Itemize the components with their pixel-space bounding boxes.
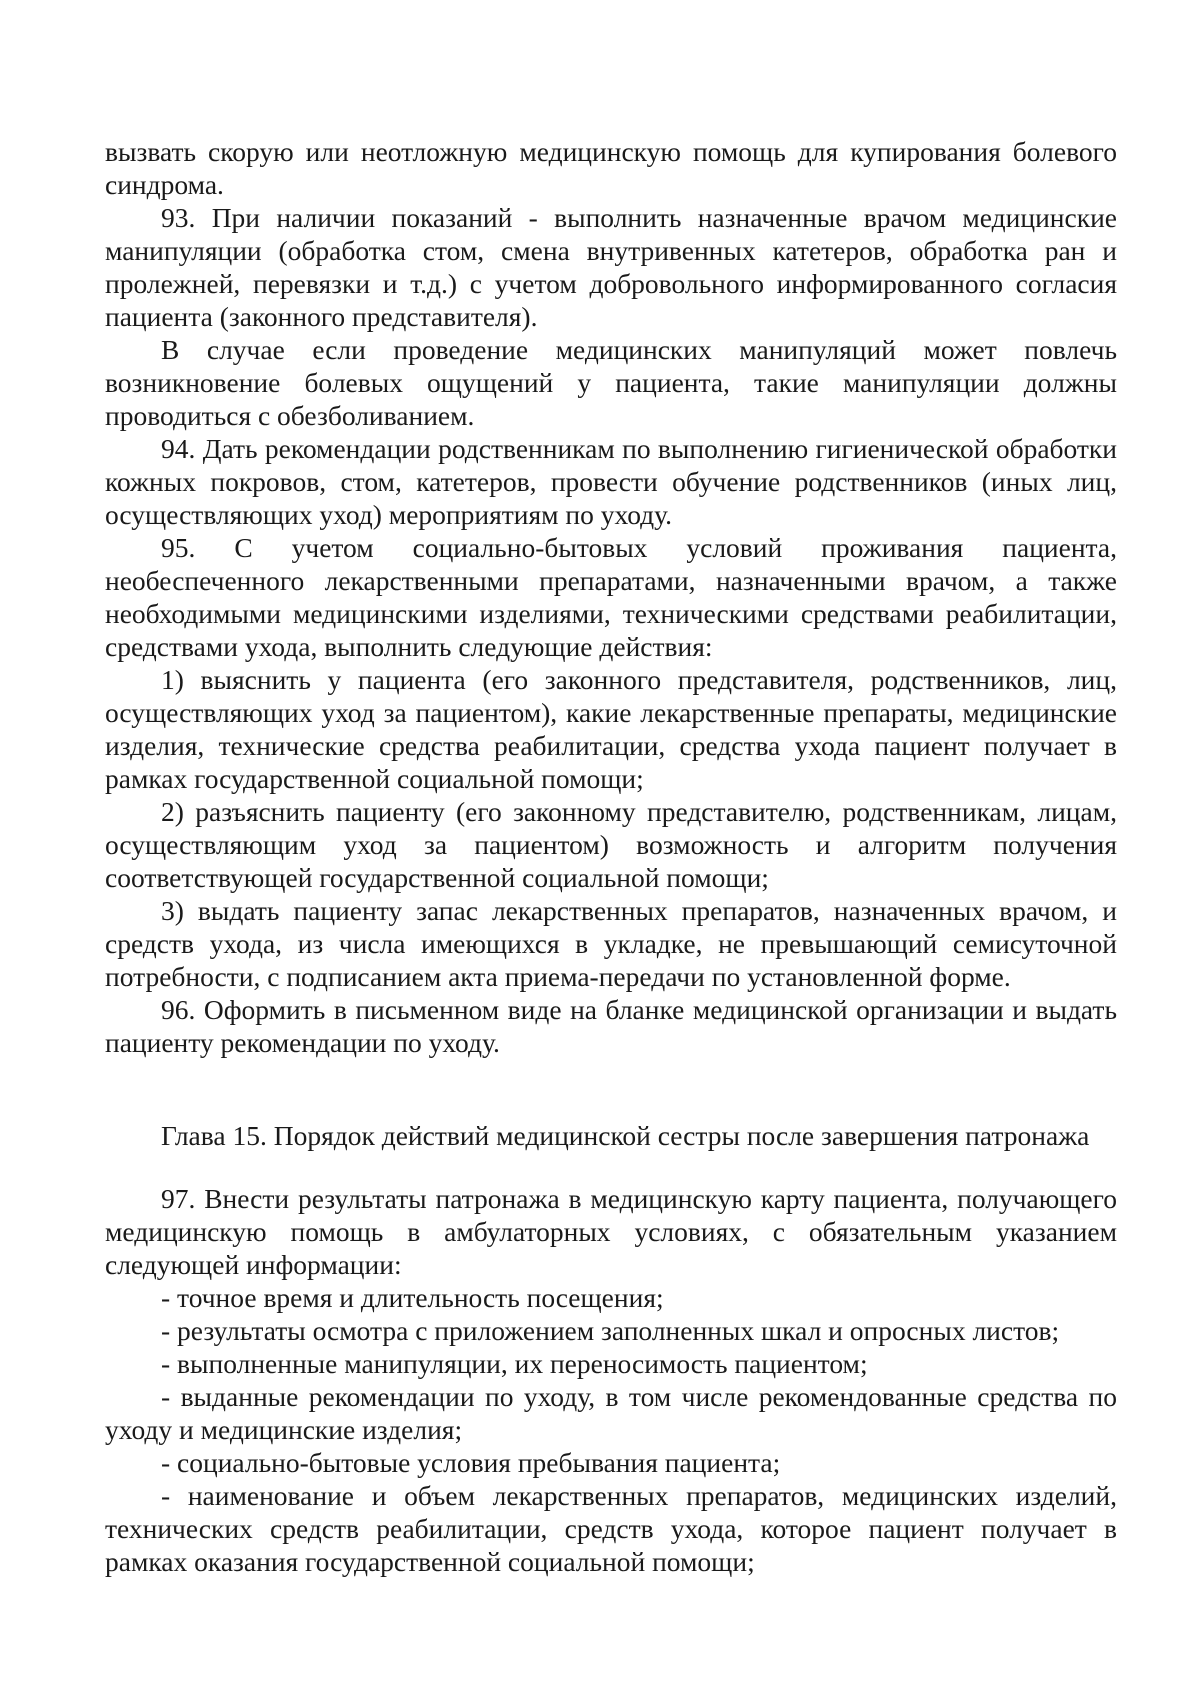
list-item: 3) выдать пациенту запас лекарственных препаратов, назначенных врачом, и средств ухода, из числа имеющихся в укладке, не превышающий семисуточной потребности, с подписанием акта приема-передачи по установленной форме. (105, 895, 1117, 992)
paragraph: В случае если проведение медицинских манипуляций может повлечь возникновение болевых ощущений у пациента, такие манипуляции должны проводиться с обезболиванием. (105, 334, 1117, 431)
document-page (105, 135, 1117, 1578)
list-item: - точное время и длительность посещения; (161, 1282, 664, 1313)
paragraphs-bottom (105, 1182, 1117, 1578)
chapter-heading: Глава 15. Порядок действий медицинской сестры после завершения патронажа (161, 1120, 1090, 1151)
list-item: - социально-бытовые условия пребывания пациента; (161, 1447, 781, 1478)
list-item: - выданные рекомендации по уходу, в том числе рекомендованные средства по уходу и медицинские изделия; (105, 1381, 1117, 1445)
list-item: 1) выяснить у пациента (его законного представителя, родственников, лиц, осуществляющих уход за пациентом), какие лекарственные препараты, медицинские изделия, технические средства реабилитации, средства ухода пациент получает в рамках государственной социальной помощи; (105, 664, 1117, 794)
paragraph: вызвать скорую или неотложную медицинскую помощь для купирования болевого синдрома. (105, 136, 1117, 200)
list-item: 2) разъяснить пациенту (его законному представителю, родственникам, лицам, осуществляющим уход за пациентом) возможность и алгоритм получения соответствующей государственной социальной помощи; (105, 796, 1117, 893)
list-item: - результаты осмотра с приложением заполненных шкал и опросных листов; (161, 1315, 1060, 1346)
paragraph: 94. Дать рекомендации родственникам по выполнению гигиенической обработки кожных покровов, стом, катетеров, провести обучение родственников (иных лиц, осуществляющих уход) мероприятиям по уходу. (105, 433, 1117, 530)
paragraph: 95. С учетом социально-бытовых условий проживания пациента, необеспеченного лекарственными препаратами, назначенными врачом, а также необходимыми медицинскими изделиями, техническими средствами реабилитации, средствами ухода, выполнить следующие действия: (105, 532, 1117, 662)
paragraph: 93. При наличии показаний - выполнить назначенные врачом медицинские манипуляции (обработка стом, смена внутривенных катетеров, обработка ран и пролежней, перевязки и т.д.) с учетом добровольного информированного согласия пациента (законного представителя). (105, 202, 1117, 332)
paragraph: 96. Оформить в письменном виде на бланке медицинской организации и выдать пациенту рекомендации по уходу. (105, 994, 1117, 1058)
paragraphs-top (105, 135, 1117, 1059)
paragraph: 97. Внести результаты патронажа в медицинскую карту пациента, получающего медицинскую помощь в амбулаторных условиях, с обязательным указанием следующей информации: (105, 1183, 1117, 1280)
list-item: - выполненные манипуляции, их переносимость пациентом; (161, 1348, 868, 1379)
list-item: - наименование и объем лекарственных препаратов, медицинских изделий, технических средств реабилитации, средств ухода, которое пациент получает в рамках оказания государственной социальной помощи; (105, 1480, 1117, 1577)
